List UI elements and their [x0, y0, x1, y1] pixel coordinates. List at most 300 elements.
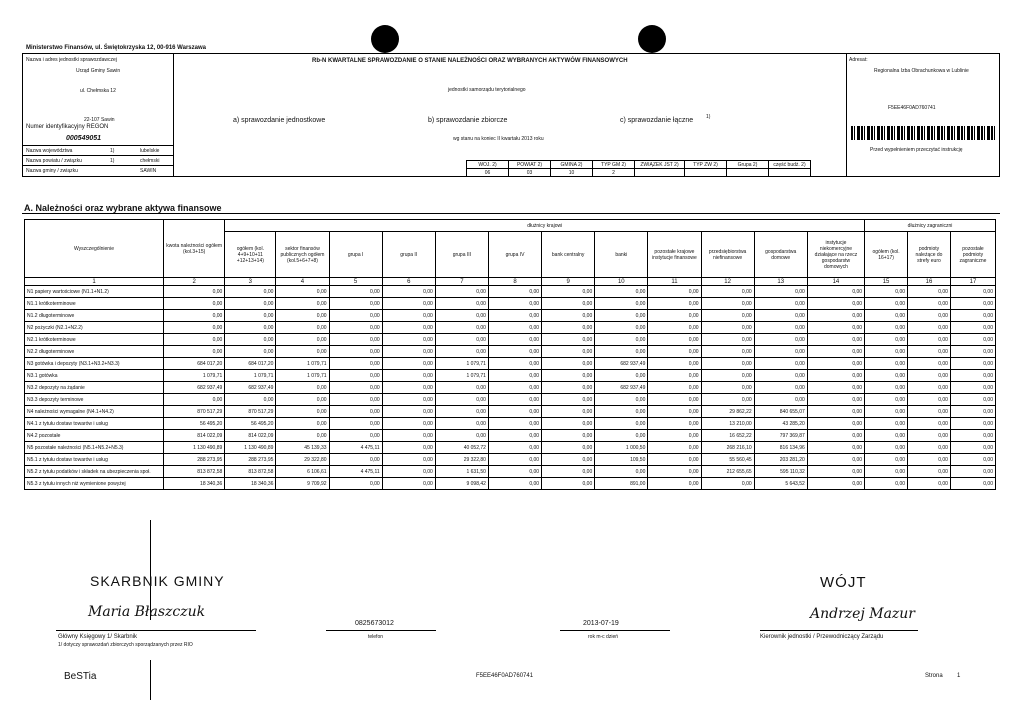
- table-cell: 0,00: [908, 430, 951, 442]
- table-cell: 0,00: [950, 478, 995, 490]
- row-label: N4 należności wymagalne (N4.1+N4.2): [25, 406, 164, 418]
- table-cell: 0,00: [542, 394, 595, 406]
- table-cell: 0,00: [276, 406, 329, 418]
- skarbnik-stamp-title: SKARBNIK GMINY: [90, 573, 225, 589]
- table-cell: 0,00: [908, 478, 951, 490]
- phone-value: 0825673012: [355, 620, 394, 627]
- punch-hole-left: [371, 25, 399, 53]
- table-cell: 0,00: [542, 430, 595, 442]
- table-cell: 109,50: [595, 454, 648, 466]
- code-header: TYP GM 2): [593, 161, 635, 169]
- table-cell: 0,00: [488, 382, 541, 394]
- col-header: grupa I: [329, 232, 382, 278]
- option-b: b) sprawozdanie zbiorcze: [428, 117, 508, 124]
- table-cell: 0,00: [488, 418, 541, 430]
- row-label: N5.2 z tytułu podatków i składek na ubezpieczenia społ.: [25, 466, 164, 478]
- table-cell: 0,00: [950, 442, 995, 454]
- table-cell: 0,00: [908, 358, 951, 370]
- table-cell: 0,00: [435, 406, 488, 418]
- col-header: pozostałe podmioty zagraniczne: [950, 232, 995, 278]
- unit-name-label: Nazwa i adres jednostki sprawozdawczej: [26, 57, 117, 63]
- table-cell: 0,00: [329, 322, 382, 334]
- foreign-header: dłużnicy zagraniczni: [865, 220, 996, 232]
- table-cell: 0,00: [382, 298, 435, 310]
- table-cell: 0,00: [435, 298, 488, 310]
- table-cell: 891,00: [595, 478, 648, 490]
- column-number: 3: [225, 278, 276, 286]
- table-cell: 0,00: [542, 382, 595, 394]
- ministry-header: Ministerstwo Finansów, ul. Świętokrzyska 12, 00-916 Warszawa: [26, 45, 206, 51]
- table-cell: 0,00: [329, 478, 382, 490]
- table-cell: 0,00: [950, 358, 995, 370]
- table-cell: 0,00: [488, 466, 541, 478]
- table-cell: 0,00: [276, 334, 329, 346]
- table-cell: 0,00: [435, 310, 488, 322]
- table-cell: 0,00: [908, 298, 951, 310]
- table-cell: 0,00: [950, 418, 995, 430]
- column-number: 13: [754, 278, 807, 286]
- table-cell: 814 022,09: [163, 430, 224, 442]
- footnote-mark-woj: 1): [110, 148, 115, 154]
- table-cell: 0,00: [865, 430, 908, 442]
- software-name: BeSTia: [64, 671, 97, 682]
- table-cell: 0,00: [754, 382, 807, 394]
- code-header: Grupa 2): [727, 161, 769, 169]
- row-label: N3.2 depozyty na żądanie: [25, 382, 164, 394]
- table-cell: 0,00: [865, 358, 908, 370]
- table-cell: 1 079,71: [163, 370, 224, 382]
- table-cell: 29 322,80: [435, 454, 488, 466]
- table-cell: 0,00: [865, 454, 908, 466]
- table-cell: 0,00: [329, 286, 382, 298]
- table-cell: 682 937,49: [595, 358, 648, 370]
- table-cell: 0,00: [382, 310, 435, 322]
- col-header: grupa II: [382, 232, 435, 278]
- table-cell: 0,00: [435, 430, 488, 442]
- col-header-kwota: kwota należności ogółem (kol.3+15): [163, 220, 224, 278]
- table-cell: 0,00: [542, 454, 595, 466]
- table-cell: 0,00: [435, 286, 488, 298]
- table-cell: 0,00: [865, 382, 908, 394]
- table-cell: 0,00: [163, 298, 224, 310]
- table-cell: 0,00: [807, 370, 864, 382]
- table-cell: 0,00: [488, 406, 541, 418]
- unit-type: jednostki samorządu terytorialnego: [448, 87, 526, 93]
- col-header: pozostałe krajowe instytucje finansowe: [648, 232, 701, 278]
- table-cell: 0,00: [950, 322, 995, 334]
- table-cell: 0,00: [648, 478, 701, 490]
- table-cell: 0,00: [488, 358, 541, 370]
- table-cell: 16 652,22: [701, 430, 754, 442]
- table-cell: 0,00: [382, 346, 435, 358]
- table-row: [25, 310, 996, 322]
- table-cell: 0,00: [807, 286, 864, 298]
- table-cell: 0,00: [595, 346, 648, 358]
- column-number: 17: [950, 278, 995, 286]
- table-cell: 0,00: [908, 454, 951, 466]
- header-box: [22, 53, 1000, 177]
- table-cell: 0,00: [382, 418, 435, 430]
- table-cell: 814 022,09: [225, 430, 276, 442]
- date-label: rok m-c dzień: [588, 634, 619, 640]
- table-cell: 0,00: [542, 334, 595, 346]
- table-cell: 212 655,65: [701, 466, 754, 478]
- table-cell: 0,00: [542, 478, 595, 490]
- table-cell: 0,00: [648, 322, 701, 334]
- table-cell: 0,00: [648, 358, 701, 370]
- table-cell: 0,00: [807, 394, 864, 406]
- table-cell: 0,00: [701, 370, 754, 382]
- table-cell: 0,00: [595, 286, 648, 298]
- table-cell: 0,00: [595, 322, 648, 334]
- option-c: c) sprawozdanie łączne: [620, 117, 694, 124]
- table-cell: 0,00: [225, 286, 276, 298]
- table-cell: 0,00: [542, 298, 595, 310]
- table-cell: 0,00: [225, 346, 276, 358]
- code-header: WOJ. 2): [467, 161, 509, 169]
- table-cell: 0,00: [542, 442, 595, 454]
- table-cell: 0,00: [435, 382, 488, 394]
- col-header: banki: [595, 232, 648, 278]
- code-value: [727, 169, 769, 177]
- table-cell: 0,00: [701, 478, 754, 490]
- table-cell: 0,00: [908, 466, 951, 478]
- column-number: 7: [435, 278, 488, 286]
- table-cell: 0,00: [276, 310, 329, 322]
- regon-value: 000549051: [66, 135, 102, 142]
- table-cell: 0,00: [807, 406, 864, 418]
- table-cell: 1 130 490,89: [163, 442, 224, 454]
- table-row: [25, 406, 996, 418]
- table-cell: 684 017,20: [225, 358, 276, 370]
- table-cell: 56 495,20: [225, 418, 276, 430]
- gmina-value: SAWIN: [140, 168, 157, 174]
- table-cell: 0,00: [701, 394, 754, 406]
- instructions-note: Przed wypełnieniem przeczytać instrukcję: [870, 147, 963, 153]
- table-cell: 0,00: [807, 418, 864, 430]
- table-cell: 0,00: [542, 358, 595, 370]
- table-cell: 0,00: [329, 334, 382, 346]
- col-header: ogółem (kol. 4+9+10+11 +12+13+14): [225, 232, 276, 278]
- table-cell: 0,00: [754, 370, 807, 382]
- table-cell: 1 079,71: [276, 370, 329, 382]
- table-cell: 0,00: [329, 382, 382, 394]
- table-cell: 0,00: [329, 298, 382, 310]
- table-cell: 0,00: [950, 286, 995, 298]
- column-number: 11: [648, 278, 701, 286]
- table-cell: 0,00: [754, 298, 807, 310]
- table-cell: 0,00: [754, 358, 807, 370]
- table-cell: 0,00: [488, 454, 541, 466]
- table-cell: 0,00: [382, 382, 435, 394]
- table-cell: 13 210,00: [701, 418, 754, 430]
- unit-postal: 22-107 Sawin: [84, 117, 115, 123]
- table-cell: 0,00: [542, 346, 595, 358]
- col-header: gospodarstwa domowe: [754, 232, 807, 278]
- table-cell: 1 079,71: [435, 358, 488, 370]
- table-cell: 0,00: [701, 322, 754, 334]
- table-cell: 0,00: [950, 370, 995, 382]
- table-cell: 0,00: [595, 370, 648, 382]
- table-cell: 4 475,11: [329, 442, 382, 454]
- table-cell: 0,00: [276, 322, 329, 334]
- column-number: 4: [276, 278, 329, 286]
- table-cell: 682 937,49: [163, 382, 224, 394]
- table-row: [25, 286, 996, 298]
- table-cell: 0,00: [329, 406, 382, 418]
- table-cell: 0,00: [163, 334, 224, 346]
- table-cell: 0,00: [865, 466, 908, 478]
- row-label: N3 gotówka i depozyty (N3.1+N3.2+N3.3): [25, 358, 164, 370]
- column-number: 9: [542, 278, 595, 286]
- table-cell: 0,00: [908, 382, 951, 394]
- table-row: [25, 430, 996, 442]
- table-cell: 0,00: [382, 466, 435, 478]
- table-cell: 0,00: [648, 334, 701, 346]
- adresat-label: Adresat:: [849, 57, 868, 63]
- table-cell: 0,00: [908, 322, 951, 334]
- woj-value: lubelskie: [140, 148, 160, 154]
- table-cell: 0,00: [435, 346, 488, 358]
- table-cell: 0,00: [865, 406, 908, 418]
- table-row: [25, 418, 996, 430]
- table-cell: 0,00: [276, 298, 329, 310]
- column-number: 2: [163, 278, 224, 286]
- table-cell: 0,00: [225, 298, 276, 310]
- table-cell: 40 052,72: [435, 442, 488, 454]
- table-cell: 0,00: [542, 370, 595, 382]
- column-number: 5: [329, 278, 382, 286]
- unit-name: Urząd Gminy Sawin: [76, 68, 121, 74]
- option-c-mark: 1): [706, 114, 711, 120]
- table-cell: 0,00: [701, 346, 754, 358]
- table-cell: 0,00: [542, 310, 595, 322]
- table-cell: 0,00: [382, 394, 435, 406]
- column-number: 10: [595, 278, 648, 286]
- footer-document-id: F5EE46F0AD760741: [476, 673, 534, 679]
- unit-street: ul. Chełmska 12: [80, 88, 116, 94]
- table-cell: 0,00: [595, 406, 648, 418]
- table-cell: 0,00: [950, 394, 995, 406]
- table-cell: 0,00: [382, 478, 435, 490]
- table-cell: 0,00: [488, 310, 541, 322]
- table-cell: 288 273,95: [163, 454, 224, 466]
- table-cell: 0,00: [595, 430, 648, 442]
- table-cell: 0,00: [865, 310, 908, 322]
- table-cell: 0,00: [865, 298, 908, 310]
- row-label: N1 papiery wartościowe (N1.1+N1.2): [25, 286, 164, 298]
- table-row: [25, 394, 996, 406]
- table-cell: 0,00: [701, 286, 754, 298]
- table-row: [25, 334, 996, 346]
- table-cell: 0,00: [595, 298, 648, 310]
- row-label: N3.1 gotówka: [25, 370, 164, 382]
- table-cell: 0,00: [865, 334, 908, 346]
- table-cell: 0,00: [488, 370, 541, 382]
- table-cell: 0,00: [595, 466, 648, 478]
- row-label: N4.1 z tytułu dostaw towarów i usług: [25, 418, 164, 430]
- table-cell: 0,00: [865, 394, 908, 406]
- table-cell: 0,00: [163, 346, 224, 358]
- table-cell: 0,00: [329, 310, 382, 322]
- col-header: podmioty należące do strefy euro: [908, 232, 951, 278]
- table-cell: 0,00: [542, 418, 595, 430]
- col-header: bank centralny: [542, 232, 595, 278]
- table-cell: 0,00: [908, 346, 951, 358]
- col-header: sektor finansów publicznych ogółem (kol.5+6+7+8): [276, 232, 329, 278]
- table-row: [25, 382, 996, 394]
- table-cell: 0,00: [754, 346, 807, 358]
- row-label: N4.2 pozostałe: [25, 430, 164, 442]
- table-cell: 0,00: [754, 334, 807, 346]
- table-cell: 0,00: [950, 406, 995, 418]
- table-cell: 0,00: [950, 454, 995, 466]
- table-cell: 0,00: [807, 358, 864, 370]
- table-cell: 43 285,20: [754, 418, 807, 430]
- table-cell: 0,00: [807, 382, 864, 394]
- skarbnik-note: 1/ dotyczy sprawozdań zbiorczych sporządzanych przez RIO: [58, 642, 193, 648]
- row-label: N2 pożyczki (N2.1+N2.2): [25, 322, 164, 334]
- table-cell: 0,00: [865, 286, 908, 298]
- table-cell: 1 000,50: [595, 442, 648, 454]
- table-cell: 288 273,95: [225, 454, 276, 466]
- code-header: GMINA 2): [551, 161, 593, 169]
- table-cell: 0,00: [225, 334, 276, 346]
- table-cell: 870 517,29: [163, 406, 224, 418]
- table-cell: 840 655,07: [754, 406, 807, 418]
- table-cell: 0,00: [865, 478, 908, 490]
- gmina-label: Nazwa gminy / związku: [26, 168, 78, 174]
- table-cell: 0,00: [329, 418, 382, 430]
- woj-label: Nazwa województwa: [26, 148, 73, 154]
- table-cell: 0,00: [329, 430, 382, 442]
- table-cell: 0,00: [276, 286, 329, 298]
- table-row: [25, 454, 996, 466]
- row-label: N2.1 krótkoterminowe: [25, 334, 164, 346]
- table-row: [25, 466, 996, 478]
- table-cell: 816 134,96: [754, 442, 807, 454]
- table-cell: 682 937,49: [595, 382, 648, 394]
- table-cell: 0,00: [908, 334, 951, 346]
- receivables-table: [24, 219, 996, 490]
- barcode-image: [851, 126, 997, 140]
- table-cell: 29 862,22: [701, 406, 754, 418]
- table-cell: 0,00: [648, 346, 701, 358]
- code-header: TYP ZW 2): [685, 161, 727, 169]
- table-cell: 0,00: [225, 322, 276, 334]
- table-cell: 0,00: [488, 298, 541, 310]
- table-cell: 0,00: [542, 322, 595, 334]
- table-cell: 18 340,36: [163, 478, 224, 490]
- table-cell: 0,00: [276, 430, 329, 442]
- table-cell: 1 079,71: [225, 370, 276, 382]
- table-cell: 0,00: [382, 406, 435, 418]
- table-cell: 9 709,92: [276, 478, 329, 490]
- column-number: 14: [807, 278, 864, 286]
- report-title: Rb-N KWARTALNE SPRAWOZDANIE O STANIE NALEŻNOŚCI ORAZ WYBRANYCH AKTYWÓW FINANSOWYCH: [312, 58, 628, 64]
- table-cell: 0,00: [908, 310, 951, 322]
- table-row: [25, 298, 996, 310]
- table-cell: 0,00: [435, 418, 488, 430]
- table-row: [25, 442, 996, 454]
- table-cell: 203 281,20: [754, 454, 807, 466]
- table-cell: 0,00: [701, 382, 754, 394]
- table-cell: 0,00: [701, 298, 754, 310]
- powiat-label: Nazwa powiatu / związku: [26, 158, 82, 164]
- section-title: A. Należności oraz wybrane aktywa finansowe: [24, 203, 222, 213]
- table-cell: 0,00: [865, 418, 908, 430]
- table-cell: 0,00: [488, 322, 541, 334]
- code-value: [635, 169, 685, 177]
- page-label: Strona: [925, 673, 943, 679]
- table-cell: 0,00: [488, 478, 541, 490]
- table-cell: 0,00: [382, 442, 435, 454]
- table-cell: 0,00: [648, 406, 701, 418]
- table-cell: 0,00: [908, 394, 951, 406]
- table-cell: 0,00: [488, 394, 541, 406]
- table-cell: 0,00: [807, 442, 864, 454]
- col-header: ogółem (kol. 16+17): [865, 232, 908, 278]
- table-cell: 1 079,71: [276, 358, 329, 370]
- table-cell: 5 643,52: [754, 478, 807, 490]
- table-cell: 0,00: [382, 358, 435, 370]
- table-cell: 0,00: [595, 418, 648, 430]
- wojt-stamp-name: Andrzej Mazur: [810, 606, 915, 622]
- row-label: N5 pozostałe należności (N5.1+N5.2+N5.3): [25, 442, 164, 454]
- table-cell: 0,00: [163, 322, 224, 334]
- table-cell: 0,00: [807, 346, 864, 358]
- domestic-header: dłużnicy krajowi: [225, 220, 865, 232]
- code-value: 2: [593, 169, 635, 177]
- date-value: 2013-07-19: [583, 620, 619, 627]
- table-cell: 0,00: [908, 406, 951, 418]
- table-cell: 0,00: [950, 346, 995, 358]
- table-cell: 0,00: [648, 418, 701, 430]
- col-header: grupa IV: [488, 232, 541, 278]
- regon-label: Numer identyfikacyjny REGON: [26, 124, 109, 130]
- table-cell: 0,00: [329, 454, 382, 466]
- table-cell: 0,00: [163, 394, 224, 406]
- code-value: [685, 169, 727, 177]
- table-cell: 0,00: [488, 286, 541, 298]
- table-cell: 0,00: [435, 394, 488, 406]
- table-cell: 0,00: [648, 466, 701, 478]
- col-header-spec: Wyszczególnienie: [25, 220, 164, 278]
- table-cell: 684 017,20: [163, 358, 224, 370]
- table-cell: 0,00: [276, 418, 329, 430]
- adresat-value: Regionalna Izba Obrachunkowa w Lublinie: [874, 68, 969, 74]
- code-header: część budż. 2): [769, 161, 811, 169]
- table-cell: 0,00: [382, 454, 435, 466]
- table-cell: 813 872,58: [163, 466, 224, 478]
- row-label: N5.3 z tytułu innych niż wymienione powyżej: [25, 478, 164, 490]
- table-cell: 870 517,29: [225, 406, 276, 418]
- territorial-codes: [466, 160, 811, 177]
- table-cell: 0,00: [382, 322, 435, 334]
- row-label: N1.2 długoterminowe: [25, 310, 164, 322]
- table-cell: 0,00: [807, 466, 864, 478]
- table-cell: 0,00: [435, 334, 488, 346]
- phone-label: telefon: [368, 634, 384, 640]
- table-cell: 0,00: [950, 382, 995, 394]
- column-number: 1: [25, 278, 164, 286]
- table-cell: 0,00: [163, 310, 224, 322]
- row-label: N1.1 krótkoterminowe: [25, 298, 164, 310]
- table-row: [25, 370, 996, 382]
- column-number: 8: [488, 278, 541, 286]
- code-value: 06: [467, 169, 509, 177]
- table-cell: 0,00: [648, 310, 701, 322]
